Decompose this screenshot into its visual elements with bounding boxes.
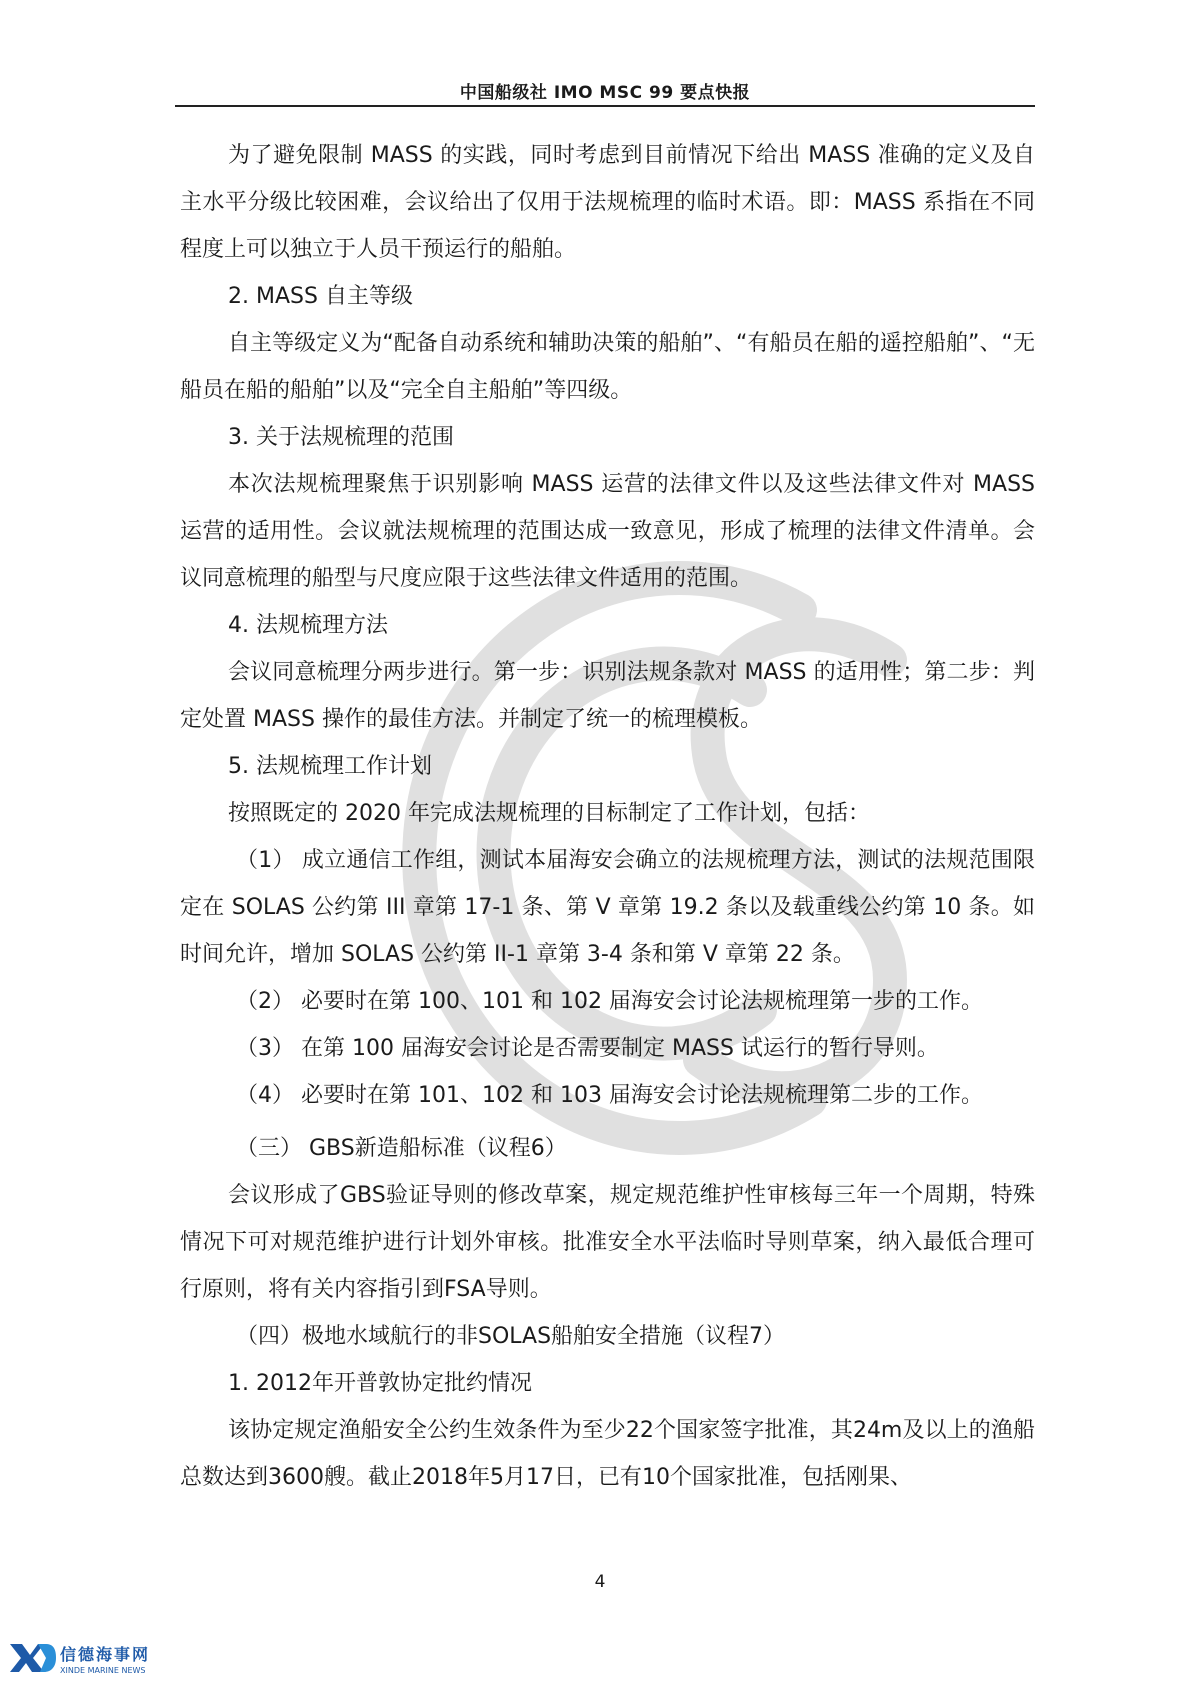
heading-method: 4. 法规梳理方法 [228, 613, 388, 638]
paragraph-scope: 本次法规梳理聚焦于识别影响 MASS 运营的法律文件以及这些法律文件对 MASS 运营的适用性。会议就法规梳理的范围达成一致意见，形成了梳理的法律文件清单。会议同意梳理的船型与尺度应限于这些法律文件适用的范围。 [180, 472, 1035, 591]
paragraph-mass-definition: 为了避免限制 MASS 的实践，同时考虑到目前情况下给出 MASS 准确的定义及自主水平分级比较困难，会议给出了仅用于法规梳理的临时术语。即：MASS 系指在不同程度上可以独立于人员干预运行的船舶。 [180, 143, 1035, 262]
header-rule [175, 105, 1035, 107]
plan-item-3: （3） 在第 100 届海安会讨论是否需要制定 MASS 试运行的暂行导则。 [236, 1036, 939, 1061]
paragraph-autonomy-levels: 自主等级定义为“配备自动系统和辅助决策的船舶”、“有船员在船的遥控船舶”、“无船员在船的船舶”以及“完全自主船舶”等四级。 [180, 331, 1035, 403]
plan-item-2: （2） 必要时在第 100、101 和 102 届海安会讨论法规梳理第一步的工作。 [236, 989, 983, 1014]
logo-subtitle: XINDE MARINE NEWS [60, 1666, 146, 1675]
heading-mass-autonomy-levels: 2. MASS 自主等级 [228, 284, 413, 309]
heading-work-plan: 5. 法规梳理工作计划 [228, 754, 432, 779]
plan-item-1: （1） 成立通信工作组，测试本届海安会确立的法规梳理方法，测试的法规范围限定在 SOLAS 公约第 III 章第 17-1 条、第 V 章第 19.2 条以及载重线公约第 10 条。如时间允许，增加 SOLAS 公约第 II-1 章第 3-4 条和第 V 章第 22 条。 [180, 848, 1035, 967]
section-heading-polar: （四）极地水域航行的非SOLAS船舶安全措施（议程7） [236, 1324, 786, 1349]
plan-item-4: （4） 必要时在第 101、102 和 103 届海安会讨论法规梳理第二步的工作。 [236, 1083, 983, 1108]
page-number: 4 [594, 1572, 606, 1592]
section-heading-gbs: （三） GBS新造船标准（议程6） [236, 1136, 567, 1161]
xd-logo-icon [8, 1640, 56, 1674]
paragraph-gbs: 会议形成了GBS验证导则的修改草案，规定规范维护性审核每三年一个周期，特殊情况下可对规范维护进行计划外审核。批准安全水平法临时导则草案，纳入最低合理可行原则，将有关内容指引到FSA导则。 [180, 1183, 1035, 1302]
paragraph-work-plan: 按照既定的 2020 年完成法规梳理的目标制定了工作计划，包括： [228, 801, 870, 826]
heading-cape-town: 1. 2012年开普敦协定批约情况 [228, 1371, 532, 1396]
logo-title: 信德海事网 [60, 1645, 151, 1664]
heading-scope: 3. 关于法规梳理的范围 [228, 425, 454, 450]
paragraph-method: 会议同意梳理分两步进行。第一步：识别法规条款对 MASS 的适用性；第二步：判定处置 MASS 操作的最佳方法。并制定了统一的梳理模板。 [180, 660, 1035, 732]
paragraph-cape-town: 该协定规定渔船安全公约生效条件为至少22个国家签字批准，其24m及以上的渔船总数达到3600艘。截止2018年5月17日，已有10个国家批准，包括刚果、 [180, 1418, 1035, 1490]
document-body [180, 132, 1035, 1501]
xinde-marine-news-logo [8, 1640, 208, 1690]
page-header-title: 中国船级社 IMO MSC 99 要点快报 [459, 83, 751, 103]
